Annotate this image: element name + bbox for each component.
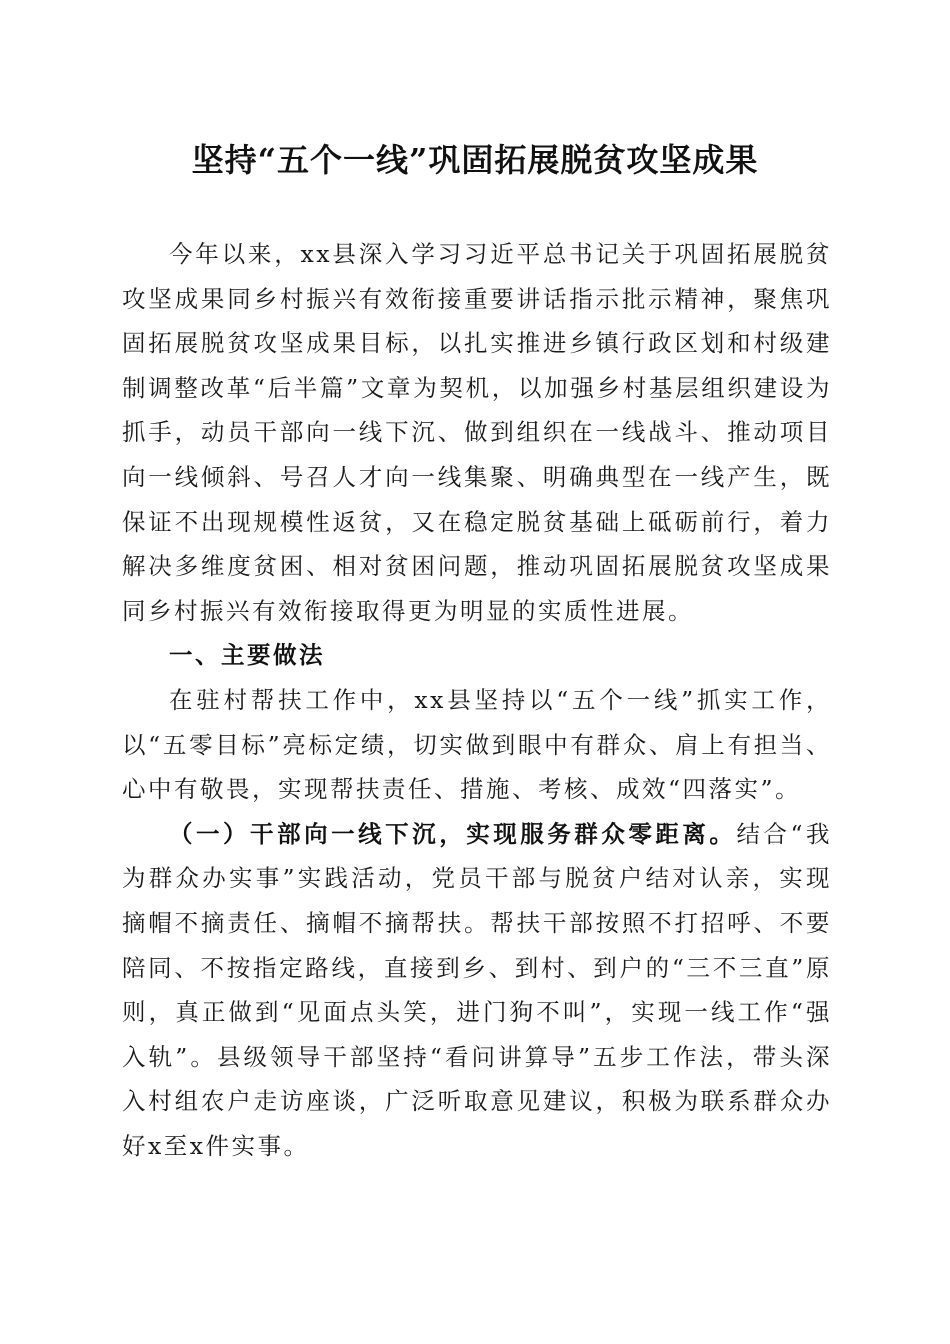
section-paragraph: 在驻村帮扶工作中，xx县坚持以“五个一线”抓实工作，以“五零目标”亮标定绩，切实做到眼中有群众、肩上有担当、心中有敬畏，实现帮扶责任、措施、考核、成效“四落实”。 — [122, 685, 832, 804]
subsection-paragraph — [122, 812, 832, 1169]
subsection-lead: （一）干部向一线下沉，实现服务群众零距离。 — [169, 819, 737, 848]
document-body — [122, 232, 832, 1168]
section-heading: 一、主要做法 — [169, 641, 325, 670]
intro-paragraph: 今年以来，xx县深入学习习近平总书记关于巩固拓展脱贫攻坚成果同乡村振兴有效衔接重要讲话指示批示精神，聚焦巩固拓展脱贫攻坚成果目标，以扎实推进乡镇行政区划和村级建制调整改革“后半篇”文章为契机，以加强乡村基层组织建设为抓手，动员干部向一线下沉、做到组织在一线战斗、推动项目向一线倾斜、号召人才向一线集聚、明确典型在一线产生，既保证不出现规模性返贫，又在稳定脱贫基础上砥砺前行，着力解决多维度贫困、相对贫困问题，推动巩固拓展脱贫攻坚成果同乡村振兴有效衔接取得更为明显的实质性进展。 — [122, 240, 832, 625]
subsection-text: 结合“我为群众办实事”实践活动，党员干部与脱贫户结对认亲，实现摘帽不摘责任、摘帽不摘帮扶。帮扶干部按照不打招呼、不要陪同、不按指定路线，直接到乡、到村、到户的“三不三直”原则，真正做到“见面点头笑，进门狗不叫”，实现一线工作“强入轨”。县级领导干部坚持“看问讲算导”五步工作法，带头深入村组农户走访座谈，广泛听取意见建议，积极为联系群众办好x至x件实事。 — [122, 819, 833, 1160]
document-title: 坚持“五个一线”巩固拓展脱贫攻坚成果 — [191, 141, 759, 179]
